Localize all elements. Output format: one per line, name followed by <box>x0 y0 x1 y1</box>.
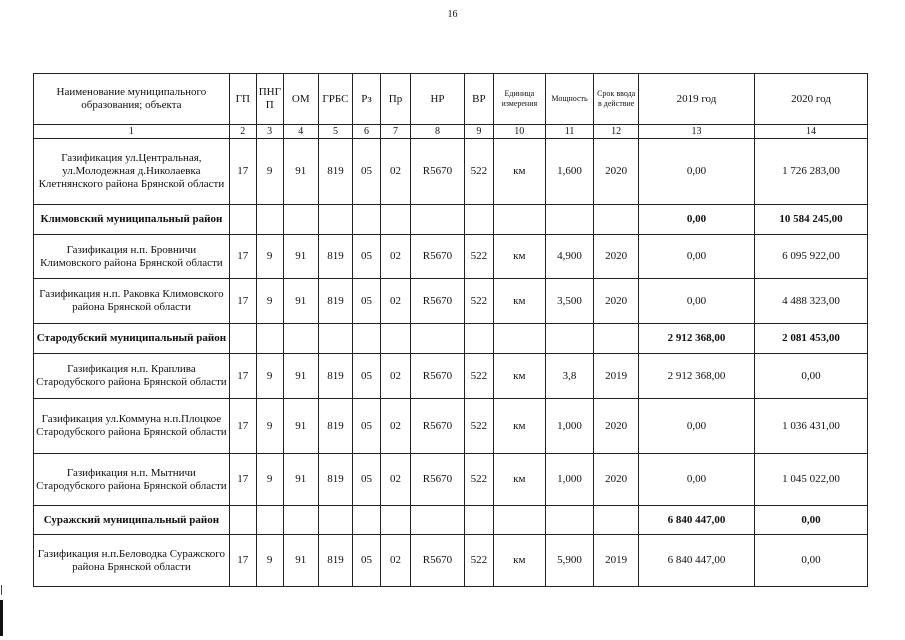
cell-pr <box>381 506 411 535</box>
cell-y2019: 2 912 368,00 <box>638 354 754 399</box>
header-term: Срок ввода в действие <box>594 74 639 125</box>
column-number: 7 <box>381 125 411 139</box>
cell-term <box>594 506 639 535</box>
cell-gp: 17 <box>229 399 256 454</box>
cell-y2019: 6 840 447,00 <box>638 535 754 587</box>
cell-pngp: 9 <box>256 235 283 279</box>
column-number: 9 <box>464 125 493 139</box>
cell-y2020: 1 036 431,00 <box>754 399 867 454</box>
cell-term: 2020 <box>594 139 639 205</box>
section-name: Стародубский муниципальный район <box>34 324 230 354</box>
cell-np <box>411 506 465 535</box>
section-row <box>34 205 868 235</box>
cell-vr: 522 <box>464 279 493 324</box>
cell-rz <box>353 506 381 535</box>
cell-unit: км <box>493 454 545 506</box>
section-row <box>34 324 868 354</box>
cell-unit <box>493 506 545 535</box>
column-number: 14 <box>754 125 867 139</box>
cell-rz: 05 <box>353 139 381 205</box>
cell-om <box>283 205 318 235</box>
cell-power: 3,500 <box>545 279 594 324</box>
page-number: 16 <box>447 9 458 20</box>
cell-gp: 17 <box>229 235 256 279</box>
cell-rz: 05 <box>353 354 381 399</box>
column-number: 6 <box>353 125 381 139</box>
object-name: Газификация н.п. Раковка Климовского района Брянской области <box>34 279 230 324</box>
cell-y2019: 0,00 <box>638 454 754 506</box>
cell-y2019: 0,00 <box>638 139 754 205</box>
cell-np <box>411 324 465 354</box>
cell-grbs: 819 <box>318 454 352 506</box>
section-row <box>34 506 868 535</box>
cell-vr <box>464 205 493 235</box>
object-name: Газификация н.п. Мытничи Стародубского района Брянской области <box>34 454 230 506</box>
cell-pr: 02 <box>381 139 411 205</box>
column-number: 4 <box>283 125 318 139</box>
header-gp: ГП <box>229 74 256 125</box>
object-name: Газификация н.п. Бровничи Климовского района Брянской области <box>34 235 230 279</box>
cell-pr: 02 <box>381 235 411 279</box>
cell-term <box>594 324 639 354</box>
cell-gp: 17 <box>229 279 256 324</box>
cell-om: 91 <box>283 235 318 279</box>
header-np: НР <box>411 74 465 125</box>
cell-om: 91 <box>283 535 318 587</box>
cell-grbs: 819 <box>318 354 352 399</box>
cell-vr: 522 <box>464 139 493 205</box>
cell-rz: 05 <box>353 535 381 587</box>
cell-pngp: 9 <box>256 535 283 587</box>
object-name: Газификация ул.Центральная, ул.Молодежная д.Николаевка Клетнянского района Брянской области <box>34 139 230 205</box>
cell-unit: км <box>493 139 545 205</box>
cell-pngp: 9 <box>256 399 283 454</box>
cell-pr <box>381 205 411 235</box>
cell-term: 2020 <box>594 454 639 506</box>
cell-grbs: 819 <box>318 139 352 205</box>
cell-pngp: 9 <box>256 354 283 399</box>
cell-grbs: 819 <box>318 235 352 279</box>
cell-np: R5670 <box>411 399 465 454</box>
cell-power: 3,8 <box>545 354 594 399</box>
header-unit: Единица измерения <box>493 74 545 125</box>
cell-rz: 05 <box>353 399 381 454</box>
cell-unit: км <box>493 399 545 454</box>
cell-y2019: 2 912 368,00 <box>638 324 754 354</box>
budget-table <box>33 73 868 587</box>
cell-np: R5670 <box>411 139 465 205</box>
cell-vr: 522 <box>464 454 493 506</box>
cell-vr: 522 <box>464 535 493 587</box>
cell-pr: 02 <box>381 454 411 506</box>
column-number: 13 <box>638 125 754 139</box>
column-number: 11 <box>545 125 594 139</box>
cell-grbs <box>318 205 352 235</box>
cell-gp <box>229 205 256 235</box>
header-power: Мощность <box>545 74 594 125</box>
cell-grbs: 819 <box>318 279 352 324</box>
table-row <box>34 139 868 205</box>
column-number: 12 <box>594 125 639 139</box>
cell-power <box>545 506 594 535</box>
cell-y2020: 1 726 283,00 <box>754 139 867 205</box>
header-vr: ВР <box>464 74 493 125</box>
cell-np: R5670 <box>411 535 465 587</box>
cell-power: 4,900 <box>545 235 594 279</box>
cell-rz: 05 <box>353 235 381 279</box>
header-pngp: ПНГ П <box>256 74 283 125</box>
object-name: Газификация н.п. Краплива Стародубского района Брянской области <box>34 354 230 399</box>
cell-pngp <box>256 324 283 354</box>
cell-om: 91 <box>283 279 318 324</box>
column-number-row <box>34 125 868 139</box>
cell-pr: 02 <box>381 354 411 399</box>
object-name: Газификация ул.Коммуна н.п.Плоцкое Стародубского района Брянской области <box>34 399 230 454</box>
cell-rz: 05 <box>353 279 381 324</box>
cell-om: 91 <box>283 454 318 506</box>
cell-np: R5670 <box>411 354 465 399</box>
cell-y2020: 0,00 <box>754 354 867 399</box>
column-number: 1 <box>34 125 230 139</box>
cell-gp: 17 <box>229 454 256 506</box>
cell-unit <box>493 324 545 354</box>
header-om: ОМ <box>283 74 318 125</box>
cell-y2019: 0,00 <box>638 205 754 235</box>
header-row <box>34 74 868 125</box>
cell-om: 91 <box>283 139 318 205</box>
cell-pr: 02 <box>381 279 411 324</box>
cell-y2020: 6 095 922,00 <box>754 235 867 279</box>
cell-unit: км <box>493 279 545 324</box>
cell-pr: 02 <box>381 535 411 587</box>
cell-grbs <box>318 506 352 535</box>
cell-y2019: 6 840 447,00 <box>638 506 754 535</box>
cell-term <box>594 205 639 235</box>
cell-pngp: 9 <box>256 279 283 324</box>
header-2019: 2019 год <box>638 74 754 125</box>
cell-unit <box>493 205 545 235</box>
cell-term: 2020 <box>594 399 639 454</box>
cell-vr <box>464 324 493 354</box>
cell-y2020: 1 045 022,00 <box>754 454 867 506</box>
cell-gp: 17 <box>229 535 256 587</box>
header-pr: Пр <box>381 74 411 125</box>
cell-term: 2020 <box>594 279 639 324</box>
cell-y2020: 4 488 323,00 <box>754 279 867 324</box>
cell-term: 2019 <box>594 354 639 399</box>
column-number: 3 <box>256 125 283 139</box>
cell-y2020: 0,00 <box>754 506 867 535</box>
object-name: Газификация н.п.Беловодка Суражского района Брянской области <box>34 535 230 587</box>
header-2020: 2020 год <box>754 74 867 125</box>
cell-term: 2019 <box>594 535 639 587</box>
cell-power <box>545 324 594 354</box>
cell-unit: км <box>493 535 545 587</box>
cell-pr: 02 <box>381 399 411 454</box>
cell-power: 5,900 <box>545 535 594 587</box>
cell-y2020: 2 081 453,00 <box>754 324 867 354</box>
cell-np: R5670 <box>411 279 465 324</box>
cell-om <box>283 506 318 535</box>
column-number: 10 <box>493 125 545 139</box>
section-name: Климовский муниципальный район <box>34 205 230 235</box>
cell-y2020: 0,00 <box>754 535 867 587</box>
table-row <box>34 399 868 454</box>
cell-om: 91 <box>283 354 318 399</box>
cell-gp: 17 <box>229 139 256 205</box>
cell-vr: 522 <box>464 235 493 279</box>
cell-vr: 522 <box>464 399 493 454</box>
cell-grbs: 819 <box>318 399 352 454</box>
cell-y2020: 10 584 245,00 <box>754 205 867 235</box>
table-row <box>34 235 868 279</box>
cell-gp: 17 <box>229 354 256 399</box>
cell-om <box>283 324 318 354</box>
cell-y2019: 0,00 <box>638 279 754 324</box>
cell-power: 1,600 <box>545 139 594 205</box>
cell-grbs <box>318 324 352 354</box>
cell-om: 91 <box>283 399 318 454</box>
column-number: 8 <box>411 125 465 139</box>
cell-pngp: 9 <box>256 454 283 506</box>
cell-rz <box>353 324 381 354</box>
cell-power: 1,000 <box>545 399 594 454</box>
cell-gp <box>229 324 256 354</box>
cell-vr <box>464 506 493 535</box>
scan-edge-mark-small <box>1 585 2 595</box>
cell-np: R5670 <box>411 454 465 506</box>
cell-unit: км <box>493 354 545 399</box>
header-rz: Рз <box>353 74 381 125</box>
cell-np <box>411 205 465 235</box>
table-row <box>34 279 868 324</box>
table-row <box>34 454 868 506</box>
column-number: 5 <box>318 125 352 139</box>
cell-rz <box>353 205 381 235</box>
header-grbs: ГРБС <box>318 74 352 125</box>
column-number: 2 <box>229 125 256 139</box>
cell-y2019: 0,00 <box>638 399 754 454</box>
cell-pr <box>381 324 411 354</box>
cell-rz: 05 <box>353 454 381 506</box>
cell-pngp <box>256 205 283 235</box>
cell-unit: км <box>493 235 545 279</box>
scan-edge-mark <box>0 600 3 636</box>
table-row <box>34 354 868 399</box>
cell-pngp: 9 <box>256 139 283 205</box>
table-row <box>34 535 868 587</box>
cell-gp <box>229 506 256 535</box>
cell-power: 1,000 <box>545 454 594 506</box>
cell-grbs: 819 <box>318 535 352 587</box>
header-name: Наименование муниципального образования; объекта <box>34 74 230 125</box>
section-name: Суражский муниципальный район <box>34 506 230 535</box>
cell-power <box>545 205 594 235</box>
cell-y2019: 0,00 <box>638 235 754 279</box>
cell-term: 2020 <box>594 235 639 279</box>
cell-pngp <box>256 506 283 535</box>
cell-vr: 522 <box>464 354 493 399</box>
cell-np: R5670 <box>411 235 465 279</box>
